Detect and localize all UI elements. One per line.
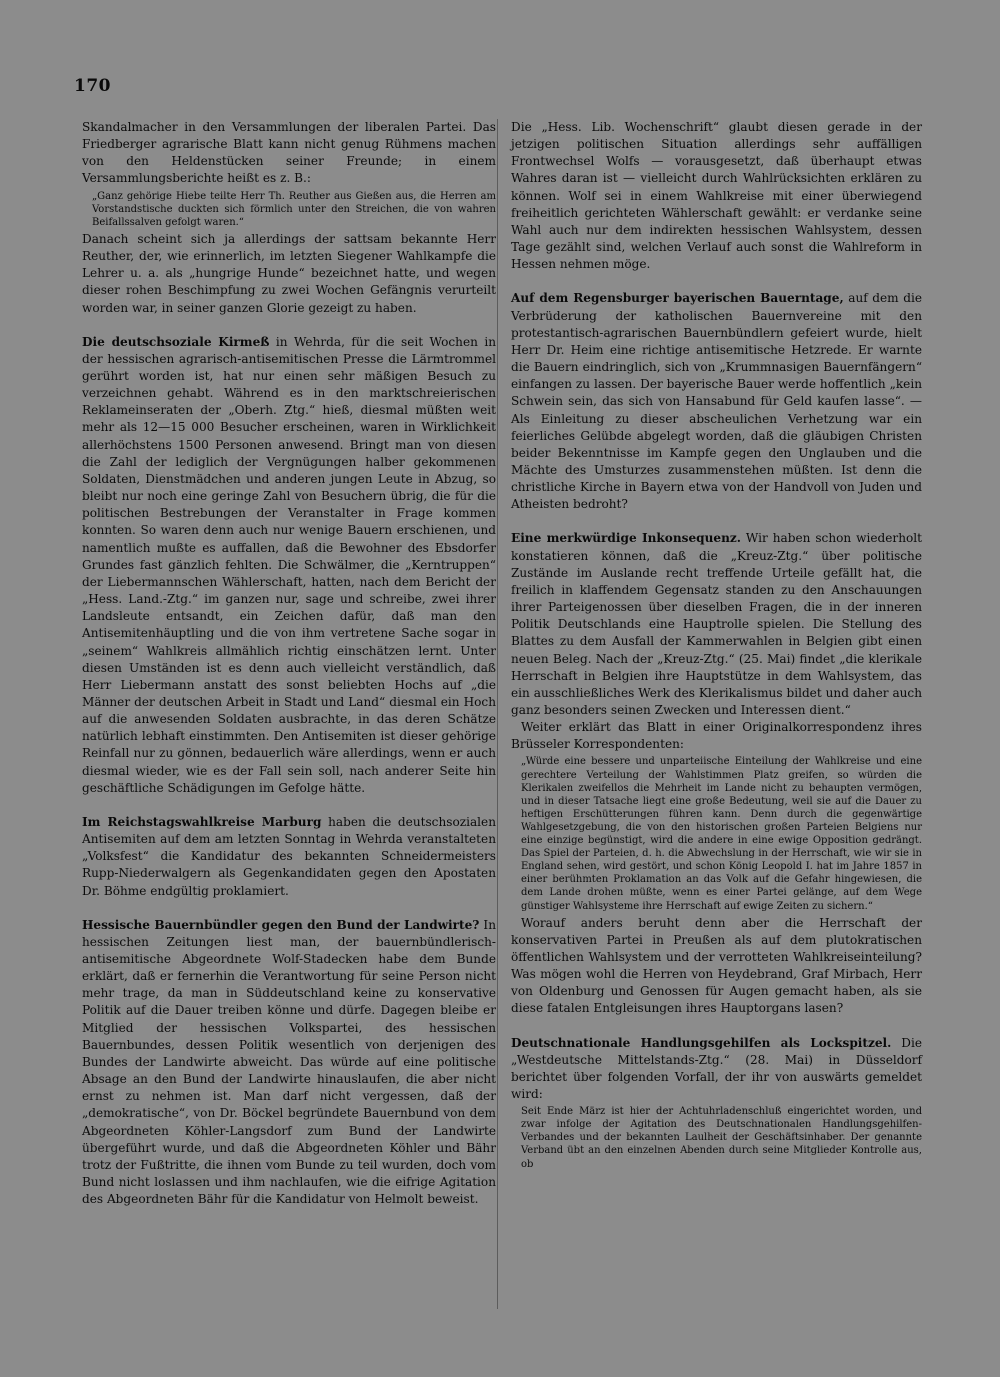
- paragraph: Worauf anders beruht denn aber die Herrschaft der konservativen Partei in Preußen als auf dem plutokratischen öffentlichen Wahlsystem und der verrotteten Wahlkreiseinteilung? Was mögen wohl die Herren von Heydebrand, Graf Mirbach, Herr von Oldenburg und Genossen für Augen gemacht haben, als sie diese fatalen Entgleisungen ihres Hauptorgans lasen?: [511, 915, 922, 1016]
- section-body: in Wehrda, für die seit Wochen in der hessischen agrarisch-antisemitischen Presse die Lärmtrommel gerührt worden ist, hat nur einen sehr mäßigen Besuch zu verzeichnen gehabt. Während es in den marktschreierischen Reklameinseraten der „Oberh. Ztg.“ hieß, diesmal müßten weit mehr als 12—15 000 Besucher erscheinen, waren in Wirklichkeit allerhöchstens 1500 Personen anwesend. Bringt man von diesen die Zahl der lediglich der Vergnügungen halber gekommenen Soldaten, Dienstmädchen und anderen jungen Leute in Abzug, so bleibt nur noch eine geringe Zahl von Besuchern übrig, die für die politischen Bestrebungen der Veranstalter in Frage kommen konnten. So waren denn auch nur wenige Bauern erschienen, und namentlich mußte es auffallen, daß die Bewohner des Ebsdorfer Grundes fast gänzlich fehlten. Die Schwälmer, die „Kerntruppen“ der Liebermannschen Wählerschaft, hatten, nach dem Bericht der „Hess. Land.-Ztg.“ im ganzen nur, sage und schreibe, zwei ihrer Landsleute entsandt, ein Zeichen dafür, daß man den Antisemitenhäuptling und die von ihm vertretene Sache sogar in „seinem“ Wahlkreis allmählich richtig einschätzen lernt. Unter diesen Umständen ist es denn auch vielleicht verständlich, daß Herr Liebermann anstatt des sonst beliebten Hochs auf „die Männer der deutschen Arbeit in Stadt und Land“ diesmal ein Hoch auf die anwesenden Soldaten ausbrachte, in das deren Schätze natürlich lebhaft einstimmten. Den Antisemiten ist dieser gehörige Reinfall nur zu gönnen, bedauerlich wäre allerdings, wenn er auch diesmal wieder, wie es der Fall sein soll, nach anderer Seite hin geschäftliche Schädigungen im Gefolge hätte.: [82, 334, 496, 795]
- paragraph-gap: [511, 513, 922, 530]
- section-body: Die „Westdeutsche Mittelstands-Ztg.“ (28. Mai) in Düsseldorf berichtet über folgenden Vorfall, der ihr von auswärts gemeldet wird:: [511, 1035, 922, 1101]
- section-paragraph: [82, 814, 496, 900]
- right-column: [511, 119, 922, 1173]
- section-paragraph: [511, 530, 922, 719]
- paragraph: Weiter erklärt das Blatt in einer Originalkorrespondenz ihres Brüsseler Korrespondenten:: [511, 720, 922, 752]
- column-divider: [497, 119, 498, 1309]
- section-body: auf dem die Verbrüderung der katholischen Bauernvereine mit den protestantisch-agrarischen Bauernbündlern gefeiert wurde, hielt Herr Dr. Heim eine richtige antisemitische Hetzrede. Er warnte die Bauern eindringlich, sich von „Krummnasigen Bauernfängern“ einfangen zu lassen. Der bayerische Bauer werde hoffentlich „kein Schwein sein, das sich von Hansabund für Geld kaufen lasse“. — Als Einleitung zu dieser abscheulichen Verhetzung war ein feierliches Gelübde abgelegt worden, daß die gläubigen Christen beider Bekenntnisse im Kampfe gegen den Unglauben und die Mächte des Umsturzes zusammenstehen müßten. Ist denn die christliche Kirche in Bayern etwa von der Handvoll von Juden und Atheisten bedroht?: [511, 291, 922, 512]
- paragraph: Skandalmacher in den Versammlungen der liberalen Partei. Das Friedberger agrarische Blatt kann nicht genug Rühmens machen von den Heldenstücken seiner Freunde; in einem Versammlungsberichte heißt es z. B.:: [82, 120, 496, 186]
- left-column: [82, 119, 496, 1208]
- section-body: In hessischen Zeitungen liest man, der bauernbündlerisch-antisemitische Abgeordnete Wolf-Stadecken habe dem Bunde erklärt, daß er fernerhin die Verantwortung für seine Person nicht mehr trage, da man in Süddeutschland keine zu konservative Politik auf die Dauer treiben könne und dürfe. Dagegen bleibe er Mitglied der hessischen Volkspartei, des hessischen Bauernbundes, dessen Politik wesentlich von derjenigen des Bundes der Landwirte abweicht. Das würde auf eine politische Absage an den Bund der Landwirte hinauslaufen, die aber nicht ernst zu nehmen ist. Man darf nicht vergessen, daß der „demokratische“, von Dr. Böckel begründete Bauernbund von dem Abgeordneten Köhler-Langsdorf zum Bund der Landwirte übergeführt wurde, und daß die Abgeordneten Köhler und Bähr trotz der Fußtritte, die ihnen vom Bunde zu teil wurden, doch vom Bund nicht loslassen und ihm nachlaufen, wie die eifrige Agitation des Abgeordneten Bähr für die Kandidatur von Helmolt beweist.: [82, 917, 496, 1207]
- section-heading: Hessische Bauernbündler gegen den Bund der Landwirte?: [82, 917, 480, 932]
- paragraph-gap: [82, 317, 496, 334]
- paragraph: Danach scheint sich ja allerdings der sattsam bekannte Herr Reuther, der, wie erinnerlich, im letzten Siegener Wahlkampfe die Lehrer u. a. als „hungrige Hunde“ bezeichnet hatte, und wegen dieser rohen Beschimpfung zu zwei Wochen Gefängnis verurteilt worden war, in seiner ganzen Glorie gezeigt zu haben.: [82, 231, 496, 315]
- paragraph-gap: [82, 900, 496, 917]
- section-paragraph: [511, 290, 922, 513]
- block-quote: „Ganz gehörige Hiebe teilte Herr Th. Reuther aus Gießen aus, die Herren am Vorstandstische duckten sich förmlich unter den Streichen, die von wahren Beifallssalven gefolgt waren.“: [92, 190, 496, 228]
- section-heading: Eine merkwürdige Inkonsequenz.: [511, 531, 741, 546]
- section-paragraph: [511, 1035, 922, 1104]
- paragraph-gap: [511, 1018, 922, 1035]
- section-paragraph: [82, 917, 496, 1209]
- section-heading: Deutschnationale Handlungsgehilfen als Lockspitzel.: [511, 1035, 892, 1050]
- section-paragraph: [82, 334, 496, 797]
- paragraph: Die „Hess. Lib. Wochenschrift“ glaubt diesen gerade in der jetzigen politischen Situation allerdings sehr auffälligen Frontwechsel Wolfs — vorausgesetzt, daß überhaupt etwas Wahres daran ist — vielleicht durch Wahlrücksichten erklären zu können. Wolf sei in einem Wahlkreise mit einer überwiegend freiheitlich gerichteten Wählerschaft gewählt: er verdanke seine Wahl auch nur dem indirekten hessischen Wahlsystem, dessen Tage gezählt sind, welchen Verlauf auch sonst die Wahlreform in Hessen nehmen möge.: [511, 120, 922, 272]
- section-heading: Die deutschsoziale Kirmeß: [82, 334, 270, 349]
- section-heading: Im Reichstagswahlkreise Marburg: [82, 814, 322, 829]
- paragraph-gap: [511, 273, 922, 290]
- page-number: 170: [74, 76, 111, 96]
- block-quote: Seit Ende März ist hier der Achtuhrladenschluß eingerichtet worden, und zwar infolge der Agitation des Deutschnationalen Handlungsgehilfen-Verbandes und der bekannten Laulheit der Geschäftsinhaber. Der genannte Verband übt an den einzelnen Abenden durch seine Mitglieder Kontrolle aus, ob: [521, 1106, 922, 1170]
- section-body: haben die deutschsozialen Antisemiten auf dem am letzten Sonntag in Wehrda veranstalteten „Volksfest“ die Kandidatur des bekannten Schneidermeisters Rupp-Niederwalgern als Gegenkandidaten gegen den Apostaten Dr. Böhme endgültig proklamiert.: [82, 814, 496, 898]
- section-heading: Auf dem Regensburger bayerischen Bauerntage,: [511, 291, 844, 306]
- paragraph-gap: [82, 797, 496, 814]
- section-body: Wir haben schon wiederholt konstatieren können, daß die „Kreuz-Ztg.“ über politische Zustände im Auslande recht treffende Urteile gefällt hat, die freilich in klaffendem Gegensatz standen zu den Anschauungen ihrer Parteigenossen über dieselben Fragen, die in der inneren Politik Deutschlands eine Hauptrolle spielen. Die Stellung des Blattes zu dem Ausfall der Kammerwahlen in Belgien gibt einen neuen Beleg. Nach der „Kreuz-Ztg.“ (25. Mai) findet „die klerikale Herrschaft in Belgien ihre Hauptstütze in dem Wahlsystem, das ein ausschließliches Werk des Klerikalismus bildet und daher auch ganz besonders seinen Zwecken und Interessen dient.“: [511, 531, 922, 717]
- block-quote: „Würde eine bessere und unparteiische Einteilung der Wahlkreise und eine gerechtere Verteilung der Wahlstimmen Platz greifen, so würden die Klerikalen zweifellos die Mehrheit im Lande nicht zu behaupten vermögen, und in dieser Tatsache liegt eine große Bedeutung, weil sie auf die Dauer zu heftigen Erschütterungen führen kann. Denn durch die gegenwärtige Wahlgesetzgebung, die von den historischen großen Parteien Belgiens nur eine einzige begünstigt, wird die andere in eine ewige Opposition gedrängt. Das Spiel der Parteien, d. h. die Abwechslung in der Herrschaft, wie wir sie in England sehen, wird gestört, und schon König Leopold I. hat im Jahre 1857 in einer berühmten Proklamation an das Volk auf die Gefahr hingewiesen, die dem Lande drohen müßte, wenn es einer Partei gelänge, auf dem Wege günstiger Wahlsysteme ihre Herrschaft auf ewige Zeiten zu sichern.“: [521, 756, 922, 912]
